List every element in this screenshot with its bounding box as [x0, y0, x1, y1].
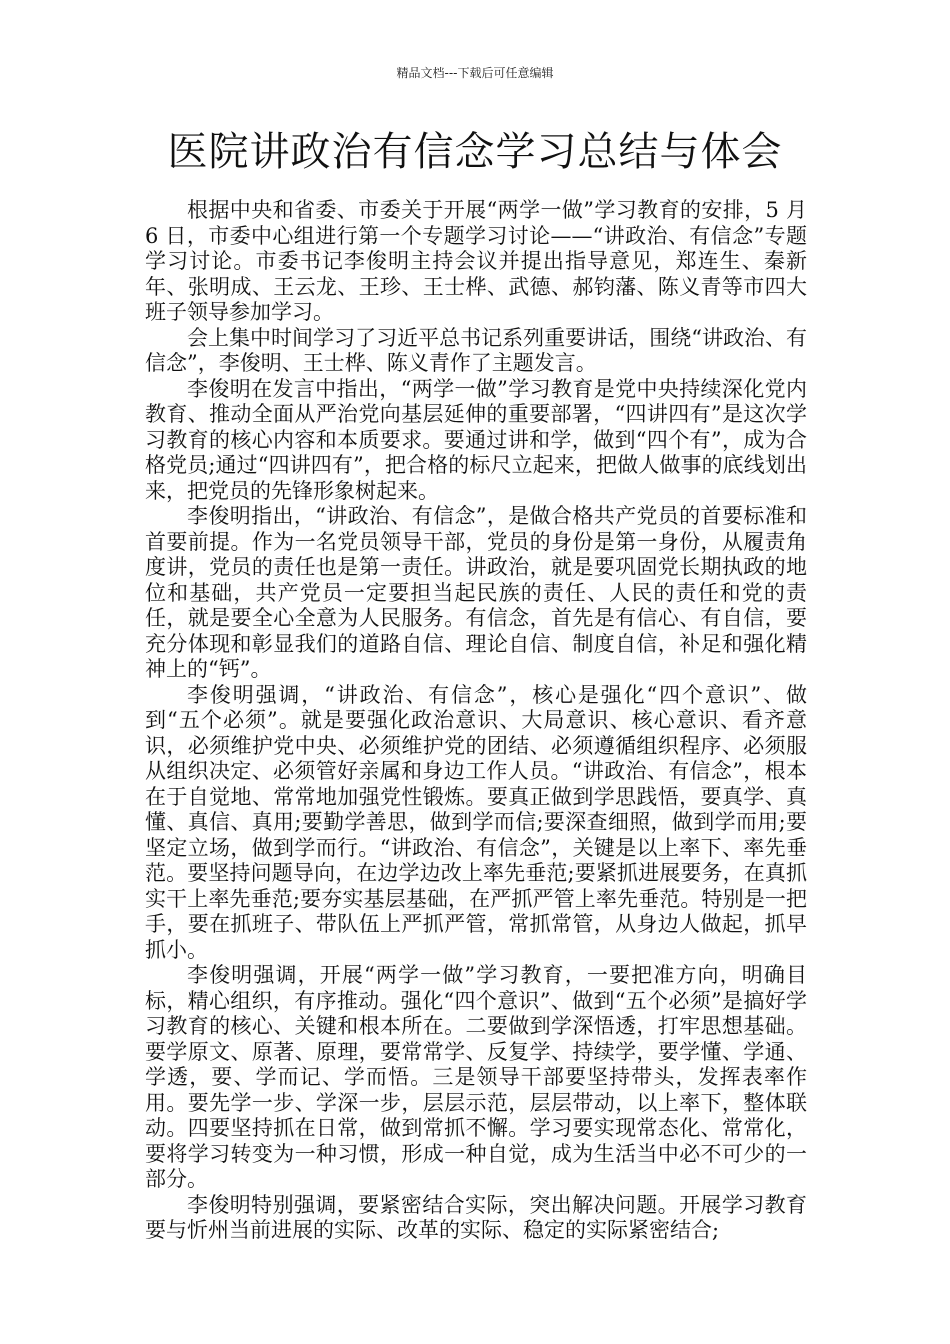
paragraph-4: 李俊明指出，“讲政治、有信念”，是做合格共产党员的首要标准和首要前提。作为一名党员领导干部，党员的身份是第一身份，从履责角度讲，党员的责任也是第一责任。讲政治，就是要巩固党长期执政的地位和基础，共产党员一定要担当起民族的责任、人民的责任和党的责任，就是要全心全意为人民服务。有信念，首先是有信心、有自信，要充分体现和彰显我们的道路自信、理论自信、制度自信，补足和强化精神上的“钙”。 [145, 504, 807, 681]
paragraph-3: 李俊明在发言中指出，“两学一做”学习教育是党中央持续深化党内教育、推动全面从严治党向基层延伸的重要部署，“四讲四有”是这次学习教育的核心内容和本质要求。要通过讲和学，做到“四个有”，成为合格党员;通过“四讲四有”，把合格的标尺立起来，把做人做事的底线划出来，把党员的先锋形象树起来。 [145, 376, 807, 503]
paragraph-5: 李俊明强调，“讲政治、有信念”，核心是强化“四个意识”、做到“五个必须”。就是要强化政治意识、大局意识、核心意识、看齐意识，必须维护党中央、必须维护党的团结、必须遵循组织程序、必须服从组织决定、必须管好亲属和身边工作人员。“讲政治、有信念”，根本在于自觉地、常常地加强党性锻炼。要真正做到学思践悟，要真学、真懂、真信、真用;要勤学善思，做到学而信;要深查细照，做到学而用;要坚定立场，做到学而行。“讲政治、有信念”，关键是以上率下、率先垂范。要坚持问题导向，在边学边改上率先垂范;要紧抓进展要务，在真抓实干上率先垂范;要夯实基层基础，在严抓严管上率先垂范。特别是一把手，要在抓班子、带队伍上严抓严管，常抓常管，从身边人做起，抓早抓小。 [145, 682, 807, 962]
document-title: 医院讲政治有信念学习总结与体会 [167, 129, 783, 175]
page-header: 精品文档---下载后可任意编辑 [396, 66, 554, 80]
paragraph-2: 会上集中时间学习了习近平总书记系列重要讲话，围绕“讲政治、有信念”，李俊明、王士桦、陈义青作了主题发言。 [145, 325, 807, 375]
paragraph-1: 根据中央和省委、市委关于开展“两学一做”学习教育的安排，5 月6 日，市委中心组进行第一个专题学习讨论——“讲政治、有信念”专题学习讨论。市委书记李俊明主持会议并提出指导意见，郑连生、秦新年、张明成、王云龙、王珍、王士桦、武德、郝钧藩、陈义青等市四大班子领导参加学习。 [145, 198, 807, 324]
paragraph-6: 李俊明强调，开展“两学一做”学习教育，一要把准方向，明确目标，精心组织，有序推动。强化“四个意识”、做到“五个必须”是搞好学习教育的核心、关键和根本所在。二要做到学深悟透，打牢思想基础。要学原文、原著、原理，要常常学、反复学、持续学，要学懂、学通、学透，要、学而记、学而悟。三是领导干部要坚持带头，发挥表率作用。要先学一步、学深一步，层层示范，层层带动，以上率下，整体联动。四要坚持抓在日常，做到常抓不懈。学习要实现常态化、常常化，要将学习转变为一种习惯，形成一种自觉，成为生活当中必不可少的一部分。 [145, 963, 807, 1191]
document-body [145, 198, 807, 1244]
paragraph-7: 李俊明特别强调，要紧密结合实际，突出解决问题。开展学习教育要与忻州当前进展的实际、改革的实际、稳定的实际紧密结合; [145, 1192, 807, 1242]
